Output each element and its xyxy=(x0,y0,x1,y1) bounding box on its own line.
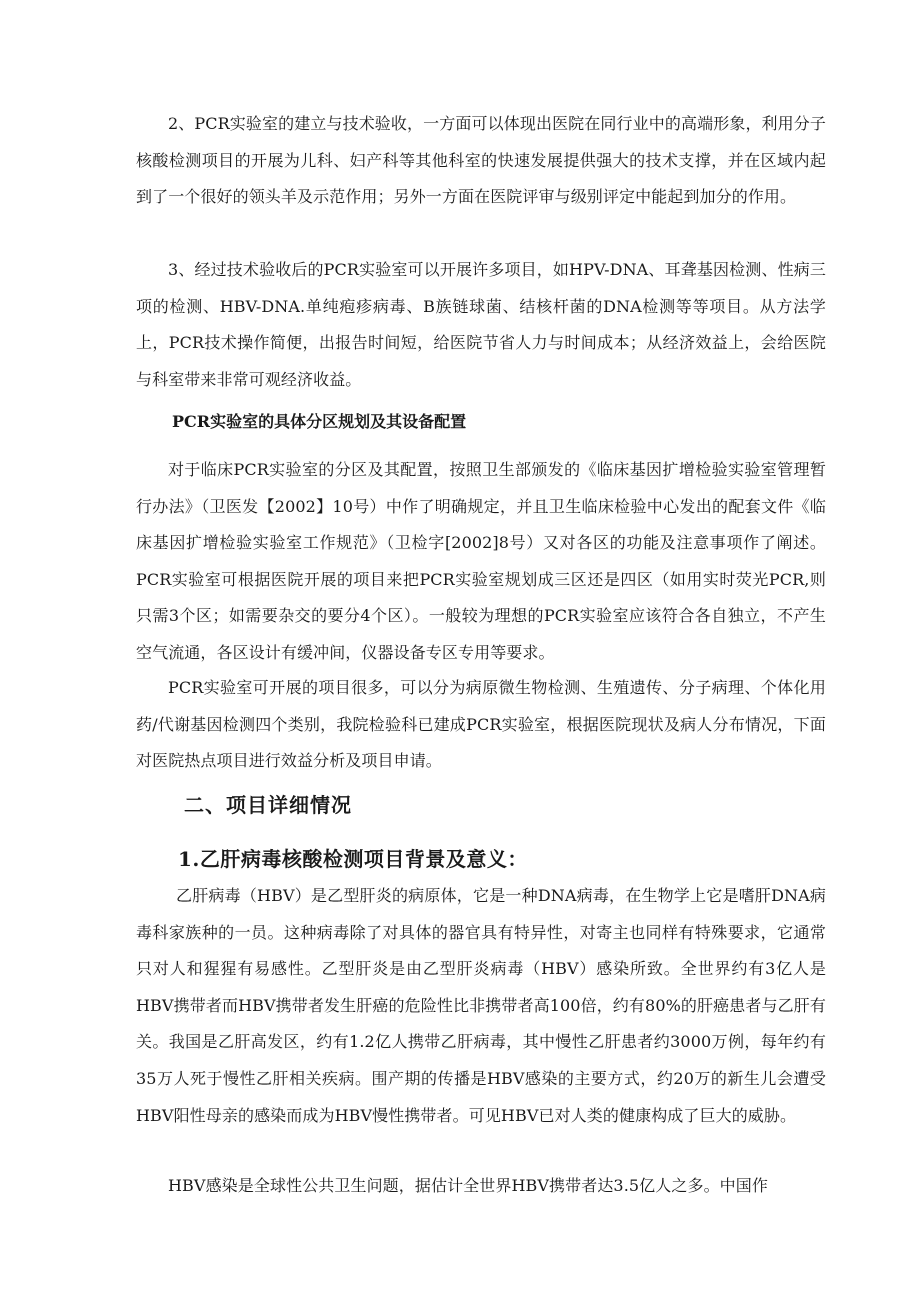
subsection-number: 1. xyxy=(178,847,200,871)
paragraph-pcr-projects: 3、经过技术验收后的PCR实验室可以开展许多项目，如HPV-DNA、耳聋基因检测、性病三项的检测、HBV-DNA.单纯疱疹病毒、B族链球菌、结核杆菌的DNA检测等等项目。从方法学上，PCR技术操作简便，出报告时间短，给医院节省人力与时间成本；从经济效益上，会给医院与科室带来非常可观经济收益。 xyxy=(136,260,826,389)
paragraph-zoning-rules: 对于临床PCR实验室的分区及其配置，按照卫生部颁发的《临床基因扩增检验实验室管理暂行办法》（卫医发【2002】10号）中作了明确规定，并且卫生临床检验中心发出的配套文件《临床基因扩增检验实验室工作规范》（卫检字[2002]8号）又对各区的功能及注意事项作了阐述。PCR实验室可根据医院开展的项目来把PCR实验室规划成三区还是四区（如用实时荧光PCR,则只需3个区；如需要杂交的要分4个区）。一般较为理想的PCR实验室应该符合各自独立，不产生空气流通，各区设计有缓冲间，仪器设备专区专用等要求。 xyxy=(136,460,826,662)
heading-zoning-plan: PCR实验室的具体分区规划及其设备配置 xyxy=(172,412,467,431)
paragraph-hbv-global: HBV感染是全球性公共卫生问题，据估计全世界HBV携带者达3.5亿人之多。中国作 xyxy=(168,1176,768,1195)
subsection-title-text: 乙肝病毒核酸检测项目背景及意义： xyxy=(199,847,528,871)
paragraph-project-categories: PCR实验室可开展的项目很多，可以分为病原微生物检测、生殖遗传、分子病理、个体化用药/代谢基因检测四个类别，我院检验科已建成PCR实验室，根据医院现状及病人分布情况，下面对医院热点项目进行效益分析及项目申请。 xyxy=(136,678,826,770)
section-title: 二、项目详细情况 xyxy=(184,793,352,817)
paragraph-hbv-background: 乙肝病毒（HBV）是乙型肝炎的病原体，它是一种DNA病毒，在生物学上它是嗜肝DNA病毒科家族种的一员。这种病毒除了对具体的器官具有特异性，对寄主也同样有特殊要求，它通常只对人和猩猩有易感性。乙型肝炎是由乙型肝炎病毒（HBV）感染所致。全世界约有3亿人是HBV携带者而HBV携带者发生肝癌的危险性比非携带者高100倍，约有80%的肝癌患者与乙肝有关。我国是乙肝高发区，约有1.2亿人携带乙肝病毒，其中慢性乙肝患者约3000万例，每年约有35万人死于慢性乙肝相关疾病。围产期的传播是HBV感染的主要方式，约20万的新生儿会遭受HBV阳性母亲的感染而成为HBV慢性携带者。可见HBV已对人类的健康构成了巨大的威胁。 xyxy=(136,886,826,1125)
subsection-title xyxy=(178,842,528,876)
paragraph-pcr-lab-significance: 2、PCR实验室的建立与技术验收，一方面可以体现出医院在同行业中的高端形象，利用分子核酸检测项目的开展为儿科、妇产科等其他科室的快速发展提供强大的技术支撑，并在区域内起到了一个很好的领头羊及示范作用；另外一方面在医院评审与级别评定中能起到加分的作用。 xyxy=(136,114,826,206)
